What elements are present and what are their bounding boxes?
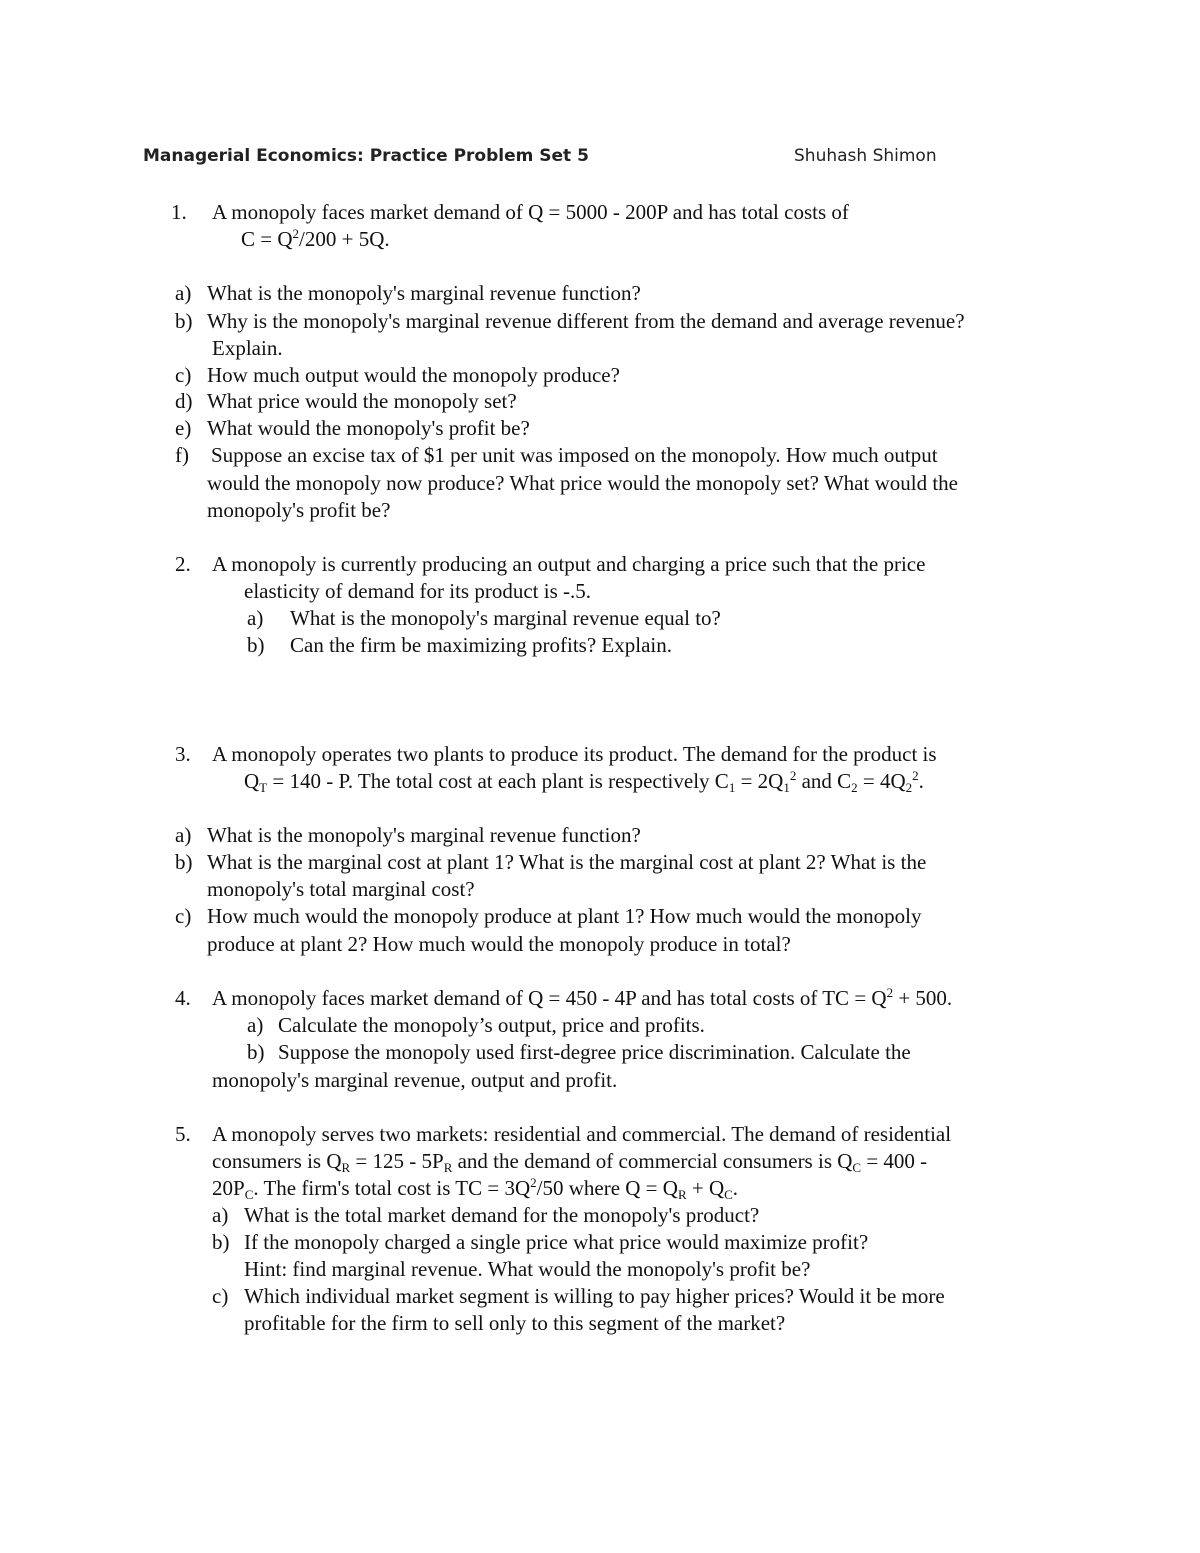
part-letter: c) <box>212 1284 229 1308</box>
part-letter: d) <box>175 389 193 413</box>
part-text: What is the total market demand for the monopoly's product? <box>244 1203 760 1227</box>
part-text: Which individual market segment is willing to pay higher prices? Would it be more <box>244 1284 945 1308</box>
part-text: Can the firm be maximizing profits? Explain. <box>290 633 672 657</box>
part-letter: c) <box>175 363 192 387</box>
part-text: What is the marginal cost at plant 1? What is the marginal cost at plant 2? What is the <box>207 850 927 874</box>
part-letter: b) <box>175 309 193 333</box>
part-letter: b) <box>212 1230 230 1254</box>
part-letter: a) <box>247 1013 264 1037</box>
demand-equations: consumers is $Q_R = 125 - 5P_R$ and the demand of commercial consumers is $Q_C = 400$ - <box>212 1149 928 1175</box>
problem-number: 2. <box>175 552 191 576</box>
problem-number: 3. <box>175 742 191 766</box>
part-text: If the monopoly charged a single price what price would maximize profit? <box>244 1230 869 1254</box>
part-text: monopoly's profit be? <box>207 498 391 522</box>
part-text: produce at plant 2? How much would the monopoly produce in total? <box>207 932 791 956</box>
part-text: monopoly's total marginal cost? <box>207 877 475 901</box>
part-letter: a) <box>175 281 192 305</box>
part-text: Suppose the monopoly used first-degree price discrimination. Calculate the <box>278 1040 911 1064</box>
part-letter: c) <box>175 904 192 928</box>
part-letter: f) <box>175 443 189 467</box>
part-letter: b) <box>247 633 265 657</box>
part-letter: a) <box>247 606 264 630</box>
part-text: What is the monopoly's marginal revenue function? <box>207 823 641 847</box>
part-text: Explain. <box>212 336 283 360</box>
part-text: What is the monopoly's marginal revenue function? <box>207 281 641 305</box>
demand-cost-equation: $Q_T = 140 - P$. The total cost at each plant is respectively $C_1 = 2Q_1^2$ and $C_2 = 4Q_2^2$. <box>244 768 924 795</box>
problem-stem: A monopoly operates two plants to produce its product. The demand for the product is <box>212 742 937 766</box>
author-name: Shuhash Shimon <box>794 146 937 166</box>
problem-stem: A monopoly serves two markets: residential and commercial. The demand of residential <box>212 1122 952 1146</box>
part-letter: b) <box>175 850 193 874</box>
part-text: would the monopoly now produce? What price would the monopoly set? What would the <box>207 471 958 495</box>
problem-number: 1. <box>171 200 187 224</box>
problem-stem: elasticity of demand for its product is -.5. <box>244 579 592 603</box>
problem-stem: A monopoly is currently producing an output and charging a price such that the price <box>212 552 926 576</box>
part-text: profitable for the firm to sell only to this segment of the market? <box>244 1311 786 1335</box>
part-text: Why is the monopoly's marginal revenue different from the demand and average revenue? <box>207 309 965 333</box>
part-text: Calculate the monopoly’s output, price and profits. <box>278 1013 705 1037</box>
part-letter: a) <box>175 823 192 847</box>
problem-stem: A monopoly faces market demand of Q = 450 - 4P and has total costs of TC = $Q^2 + 500$. <box>212 985 953 1010</box>
part-text: What would the monopoly's profit be? <box>207 416 530 440</box>
problem-number: 4. <box>175 986 191 1010</box>
part-text: Suppose an excise tax of $1 per unit was imposed on the monopoly. How much output <box>211 443 938 467</box>
cost-equation: $C = Q^2/200 + 5Q$. <box>241 226 390 251</box>
part-text: Hint: find marginal revenue. What would the monopoly's profit be? <box>244 1257 811 1281</box>
document-title: Managerial Economics: Practice Problem Set 5 <box>143 146 589 166</box>
cost-equation: $20P_C$. The firm's total cost is TC = $3Q^2/50$ where $Q = Q_R + Q_C$. <box>212 1175 739 1202</box>
problem-number: 5. <box>175 1122 191 1146</box>
part-text: monopoly's marginal revenue, output and profit. <box>212 1068 618 1092</box>
part-letter: b) <box>247 1040 265 1064</box>
problem-stem: A monopoly faces market demand of Q = 5000 - 200P and has total costs of <box>212 200 849 224</box>
part-letter: a) <box>212 1203 229 1227</box>
part-text: How much output would the monopoly produce? <box>207 363 620 387</box>
part-text: What is the monopoly's marginal revenue equal to? <box>290 606 721 630</box>
part-text: What price would the monopoly set? <box>207 389 517 413</box>
part-text: How much would the monopoly produce at plant 1? How much would the monopoly <box>207 904 922 928</box>
part-letter: e) <box>175 416 192 440</box>
